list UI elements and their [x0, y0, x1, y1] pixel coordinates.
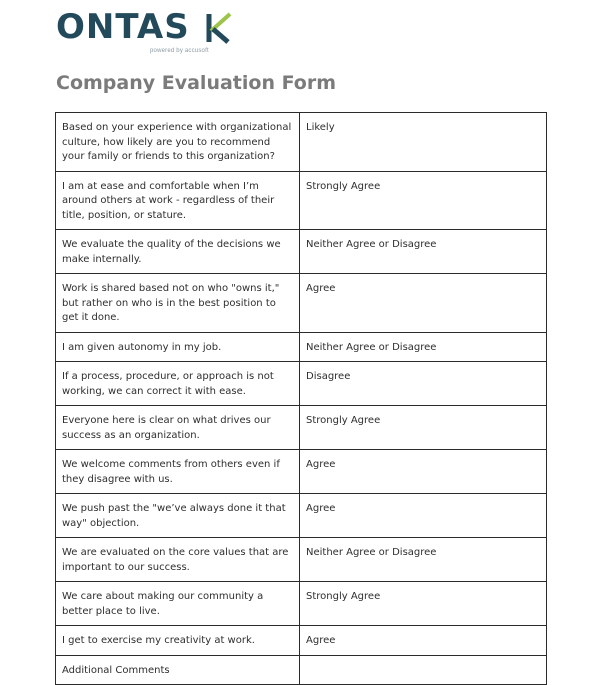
table-row — [56, 113, 547, 172]
table-row — [56, 274, 547, 333]
logo-k-mark-icon — [206, 11, 234, 45]
table-row — [56, 538, 547, 582]
answer-cell: Neither Agree or Disagree — [300, 538, 547, 582]
answer-cell: Neither Agree or Disagree — [300, 332, 547, 362]
brand-name: ONTAS — [56, 7, 190, 47]
answer-cell: Neither Agree or Disagree — [300, 230, 547, 274]
answer-cell: Strongly Agree — [300, 582, 547, 626]
brand-logo — [56, 8, 236, 56]
table-row — [56, 655, 547, 685]
table-row — [56, 332, 547, 362]
table-row — [56, 406, 547, 450]
question-cell: I am given autonomy in my job. — [56, 332, 300, 362]
table-row — [56, 582, 547, 626]
question-cell: I get to exercise my creativity at work. — [56, 626, 300, 656]
question-cell: We are evaluated on the core values that are important to our success. — [56, 538, 300, 582]
question-cell: We welcome comments from others even if they disagree with us. — [56, 450, 300, 494]
question-cell: We evaluate the quality of the decisions we make internally. — [56, 230, 300, 274]
brand-tagline: powered by accusoft — [150, 48, 209, 54]
answer-cell: Agree — [300, 274, 547, 333]
question-cell: Everyone here is clear on what drives our success as an organization. — [56, 406, 300, 450]
additional-comments-field[interactable] — [300, 655, 547, 685]
answer-cell: Agree — [300, 450, 547, 494]
table-row — [56, 494, 547, 538]
answer-cell: Agree — [300, 626, 547, 656]
table-row — [56, 230, 547, 274]
answer-cell: Likely — [300, 113, 547, 172]
question-cell: We care about making our community a better place to live. — [56, 582, 300, 626]
question-cell: Based on your experience with organizational culture, how likely are you to recommend your family or friends to this organization? — [56, 113, 300, 172]
table-row — [56, 171, 547, 230]
table-row — [56, 450, 547, 494]
evaluation-table — [55, 112, 547, 685]
answer-cell: Strongly Agree — [300, 406, 547, 450]
question-cell: If a process, procedure, or approach is not working, we can correct it with ease. — [56, 362, 300, 406]
table-row — [56, 626, 547, 656]
answer-cell: Strongly Agree — [300, 171, 547, 230]
question-cell: I am at ease and comfortable when I’m around others at work - regardless of their title, position, or stature. — [56, 171, 300, 230]
question-cell: We push past the "we’ve always done it that way" objection. — [56, 494, 300, 538]
answer-cell: Agree — [300, 494, 547, 538]
answer-cell: Disagree — [300, 362, 547, 406]
table-row — [56, 362, 547, 406]
additional-comments-label: Additional Comments — [56, 655, 300, 685]
question-cell: Work is shared based not on who "owns it," but rather on who is in the best position to get it done. — [56, 274, 300, 333]
form-title: Company Evaluation Form — [56, 72, 337, 94]
